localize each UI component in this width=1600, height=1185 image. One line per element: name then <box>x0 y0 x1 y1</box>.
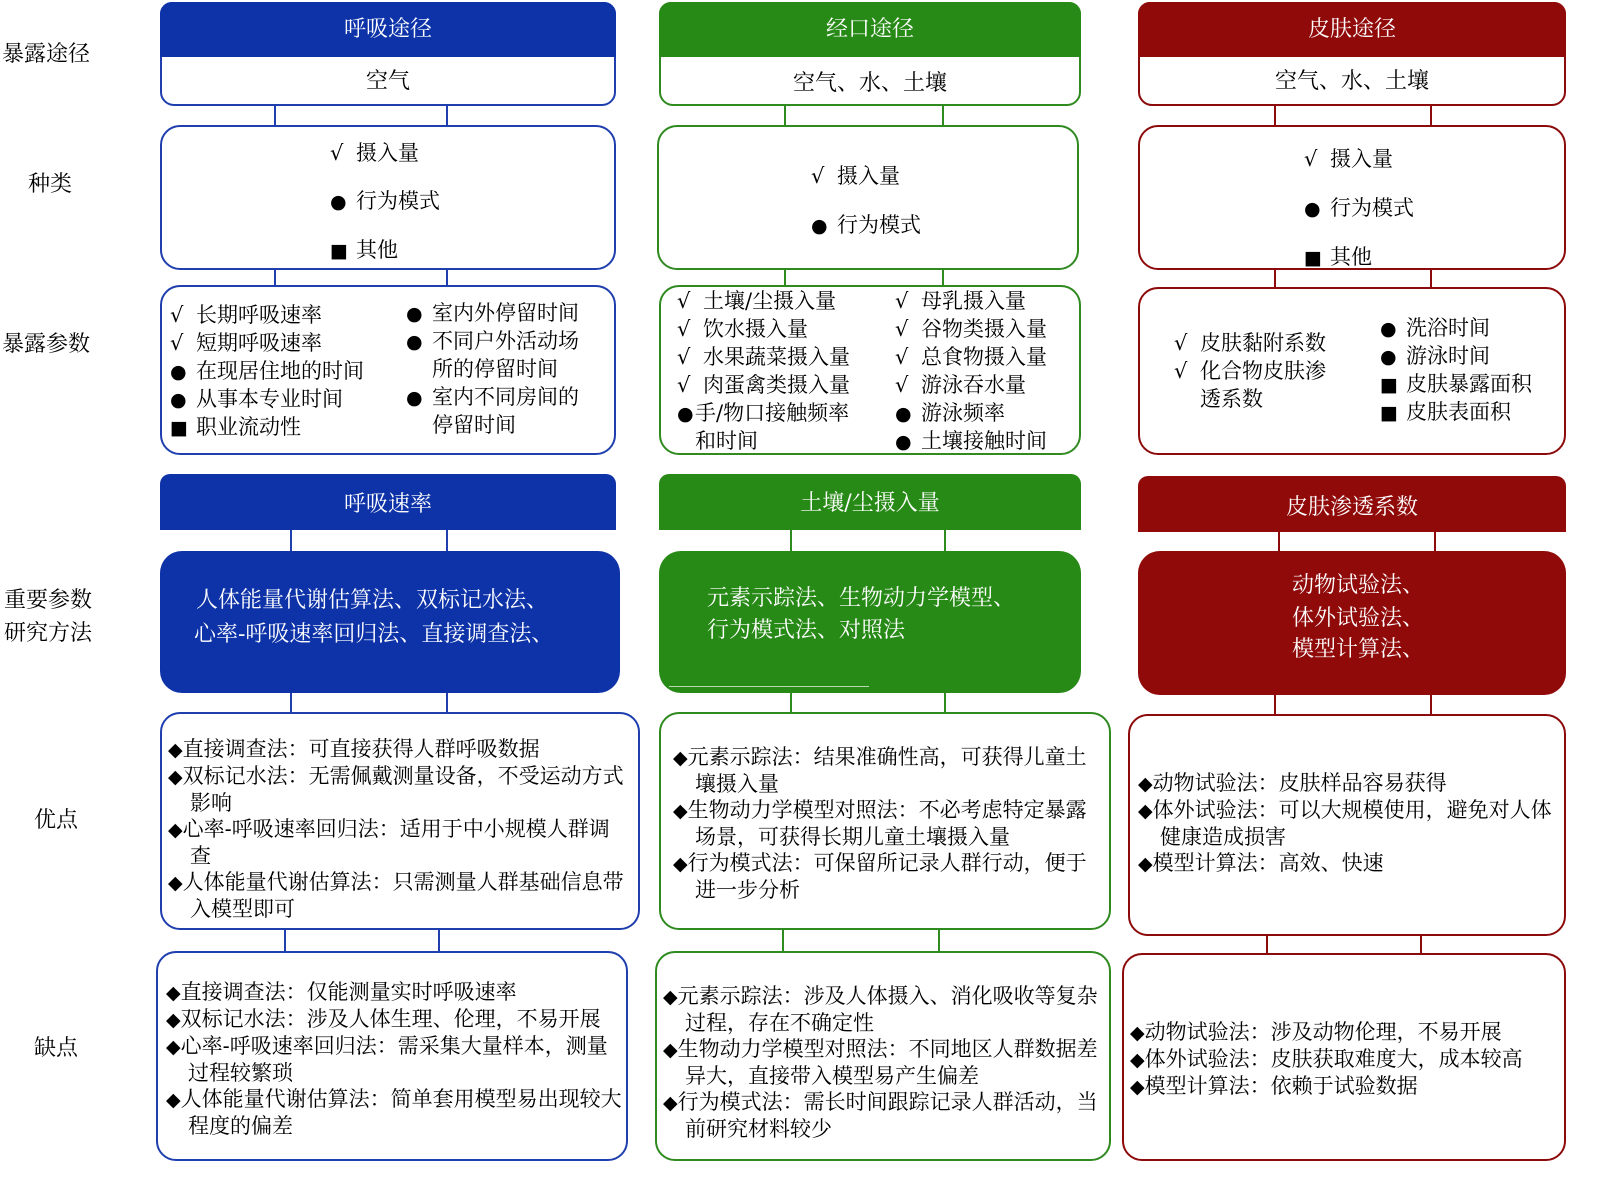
advantage-item: ◆模型计算法：高效、快速 <box>1138 851 1384 875</box>
check-icon: √ <box>677 317 691 341</box>
disadvantage-item: ◆模型计算法：依赖于试验数据 <box>1130 1074 1418 1098</box>
bullet-square-icon: ■ <box>1380 374 1398 396</box>
connector <box>944 530 946 552</box>
row-label-type: 种类 <box>28 172 73 197</box>
disadvantages-box-oral <box>655 951 1111 1161</box>
param-item: 室内外停留时间 <box>432 301 579 325</box>
advantage-item: ◆元素示踪法：结果准确性高，可获得儿童土壤摄入量 <box>673 745 1087 796</box>
param-item: 水果蔬菜摄入量 <box>703 345 850 369</box>
diamond-bullet-icon: ◆ <box>168 819 183 841</box>
bullet-dot-icon: ● <box>1380 318 1397 340</box>
connector <box>1266 936 1268 954</box>
row-label-advantages: 优点 <box>34 808 79 833</box>
diamond-bullet-icon: ◆ <box>166 1089 181 1111</box>
param-item: 化合物皮肤渗 <box>1200 359 1326 383</box>
connector <box>1430 695 1432 715</box>
route-media-oral: 空气、水、土壤 <box>661 64 1079 104</box>
connector <box>290 530 292 552</box>
bullet-dot-icon: ● <box>895 431 912 453</box>
bullet-square-icon: ■ <box>330 240 348 262</box>
param-item: 皮肤表面积 <box>1406 400 1511 424</box>
method-line: 体外试验法、 <box>1292 606 1425 631</box>
diamond-bullet-icon: ◆ <box>166 982 181 1004</box>
connector <box>1430 270 1432 288</box>
connector <box>446 530 448 552</box>
bullet-dot-icon: ● <box>170 361 187 383</box>
check-icon: √ <box>677 345 691 369</box>
bullet-square-icon: ■ <box>170 417 188 439</box>
param-item: 所的停留时间 <box>432 357 558 381</box>
bullet-square-icon: ■ <box>1380 402 1398 424</box>
type-item: 行为模式 <box>837 213 921 237</box>
diamond-bullet-icon: ◆ <box>166 1009 181 1031</box>
advantages-box-respiratory <box>160 712 640 930</box>
bullet-dot-icon: ● <box>406 331 423 353</box>
param-item: 土壤/尘摄入量 <box>703 289 837 313</box>
type-item: 其他 <box>356 238 398 262</box>
param-item: 透系数 <box>1200 387 1263 411</box>
diamond-bullet-icon: ◆ <box>1130 1076 1145 1098</box>
diamond-bullet-icon: ◆ <box>1138 773 1153 795</box>
param-item: 游泳吞水量 <box>921 373 1026 397</box>
param-item: 洗浴时间 <box>1406 316 1490 340</box>
connector <box>284 930 286 952</box>
route-media-respiratory: 空气 <box>162 62 614 102</box>
advantage-item: ◆人体能量代谢估算法：只需测量人群基础信息带入模型即可 <box>168 870 624 921</box>
connector <box>1278 532 1280 552</box>
connector <box>274 270 276 286</box>
params-box-oral <box>659 285 1081 455</box>
diamond-bullet-icon: ◆ <box>673 747 688 769</box>
type-item: 摄入量 <box>1330 147 1393 171</box>
param-item: 室内不同房间的 <box>432 385 579 409</box>
connector <box>942 106 944 126</box>
param-item: 皮肤暴露面积 <box>1406 372 1532 396</box>
check-icon: √ <box>1304 147 1318 171</box>
param-item: 短期呼吸速率 <box>196 331 322 355</box>
route-header-oral: 经口途径 <box>659 2 1081 57</box>
connector <box>938 930 940 952</box>
disadvantage-item: ◆直接调查法：仅能测量实时呼吸速率 <box>166 980 517 1004</box>
connector <box>438 930 440 952</box>
connector <box>784 106 786 126</box>
type-item: 其他 <box>1330 245 1372 269</box>
connector <box>790 530 792 552</box>
connector <box>944 693 946 713</box>
diamond-bullet-icon: ◆ <box>1138 800 1153 822</box>
connector <box>790 693 792 713</box>
disadvantage-item: ◆体外试验法：皮肤获取难度大，成本较高 <box>1130 1047 1523 1071</box>
row-label-methods-2: 研究方法 <box>4 621 93 646</box>
method-line: 行为模式法、对照法 <box>707 618 906 643</box>
check-icon: √ <box>895 317 909 341</box>
check-icon: √ <box>1174 331 1188 355</box>
bullet-dot-icon: ● <box>406 387 423 409</box>
connector <box>446 693 448 713</box>
row-label-exposure-route: 暴露途径 <box>2 42 91 67</box>
bullet-square-icon: ■ <box>1304 247 1322 269</box>
advantage-item: ◆双标记水法：无需佩戴测量设备，不受运动方式影响 <box>168 764 624 815</box>
types-box-dermal <box>1138 125 1566 270</box>
check-icon: √ <box>895 345 909 369</box>
diamond-bullet-icon: ◆ <box>168 766 183 788</box>
diamond-bullet-icon: ◆ <box>663 986 678 1008</box>
method-line: 模型计算法、 <box>1292 637 1425 662</box>
methods-box-dermal <box>1138 551 1566 695</box>
param-item: 长期呼吸速率 <box>196 303 322 327</box>
connector <box>446 106 448 126</box>
method-line: 元素示踪法、生物动力学模型、 <box>707 586 1016 611</box>
check-icon: √ <box>677 289 691 313</box>
disadvantage-item: ◆元素示踪法：涉及人体摄入、消化吸收等复杂过程，存在不确定性 <box>663 984 1098 1035</box>
param-item: 手/物口接触频率 <box>695 401 850 425</box>
bullet-dot-icon: ● <box>1380 346 1397 368</box>
diamond-bullet-icon: ◆ <box>663 1039 678 1061</box>
type-item: 行为模式 <box>356 189 440 213</box>
diamond-bullet-icon: ◆ <box>168 739 183 761</box>
params-box-respiratory <box>160 285 616 455</box>
diamond-bullet-icon: ◆ <box>168 872 183 894</box>
disadvantage-item: ◆行为模式法：需长时间跟踪记录人群活动，当前研究材料较少 <box>663 1090 1098 1141</box>
param-item: 谷物类摄入量 <box>921 317 1047 341</box>
route-media-dermal: 空气、水、土壤 <box>1140 62 1564 102</box>
connector <box>782 930 784 952</box>
check-icon: √ <box>170 331 184 355</box>
row-label-disadvantages: 缺点 <box>34 1036 79 1061</box>
check-icon: √ <box>330 141 344 165</box>
types-box-respiratory <box>160 125 616 270</box>
param-item: 肉蛋禽类摄入量 <box>703 373 850 397</box>
type-item: 摄入量 <box>837 164 900 188</box>
connector <box>1274 695 1276 715</box>
params-box-dermal <box>1138 287 1566 455</box>
param-item: 停留时间 <box>432 413 516 437</box>
bullet-dot-icon: ● <box>895 403 912 425</box>
diamond-bullet-icon: ◆ <box>1130 1049 1145 1071</box>
diamond-bullet-icon: ◆ <box>663 1092 678 1114</box>
bullet-dot-icon: ● <box>811 215 828 237</box>
param-item: 饮水摄入量 <box>703 317 808 341</box>
param-item: 游泳时间 <box>1406 344 1490 368</box>
route-header-dermal: 皮肤途径 <box>1138 2 1566 57</box>
connector <box>784 270 786 286</box>
connector <box>274 106 276 126</box>
diamond-bullet-icon: ◆ <box>1138 853 1153 875</box>
type-item: 摄入量 <box>356 141 419 165</box>
disadvantage-item: ◆心率-呼吸速率回归法：需采集大量样本，测量过程较繁琐 <box>166 1034 608 1085</box>
type-item: 行为模式 <box>1330 196 1414 220</box>
param-item: 从事本专业时间 <box>196 387 343 411</box>
check-icon: √ <box>895 289 909 313</box>
check-icon: √ <box>677 373 691 397</box>
diamond-bullet-icon: ◆ <box>673 800 688 822</box>
disadvantage-item: ◆双标记水法：涉及人体生理、伦理，不易开展 <box>166 1007 601 1031</box>
connector <box>1434 532 1436 552</box>
diamond-bullet-icon: ◆ <box>673 853 688 875</box>
connector <box>446 270 448 286</box>
advantages-box-oral <box>659 712 1111 930</box>
bullet-dot-icon: ● <box>330 191 347 213</box>
param-item: 不同户外活动场 <box>432 329 579 353</box>
method-line: 动物试验法、 <box>1292 573 1425 598</box>
diamond-bullet-icon: ◆ <box>1130 1022 1145 1044</box>
disadvantages-box-dermal <box>1122 953 1566 1161</box>
param-item: 土壤接触时间 <box>921 429 1047 453</box>
check-icon: √ <box>895 373 909 397</box>
connector <box>1430 106 1432 126</box>
disadvantage-item: ◆动物试验法：涉及动物伦理，不易开展 <box>1130 1020 1502 1044</box>
route-header-respiratory: 呼吸途径 <box>160 2 616 57</box>
methods-box-oral <box>659 551 1081 693</box>
bullet-dot-icon: ● <box>406 303 423 325</box>
disadvantage-item: ◆人体能量代谢估算法：简单套用模型易出现较大程度的偏差 <box>166 1087 622 1138</box>
row-label-methods-1: 重要参数 <box>4 588 93 613</box>
key-param-header-dermal: 皮肤渗透系数 <box>1138 476 1566 532</box>
disadvantage-item: ◆生物动力学模型对照法：不同地区人群数据差异大，直接带入模型易产生偏差 <box>663 1037 1098 1088</box>
connector <box>1274 270 1276 288</box>
advantage-item: ◆直接调查法：可直接获得人群呼吸数据 <box>168 737 540 761</box>
check-icon: √ <box>1174 359 1188 383</box>
connector <box>290 693 292 713</box>
check-icon: √ <box>811 164 825 188</box>
disadvantages-box-respiratory <box>156 951 628 1161</box>
param-item: 总食物摄入量 <box>921 345 1047 369</box>
connector <box>942 270 944 286</box>
method-line: 心率-呼吸速率回归法、直接调查法、 <box>194 622 554 647</box>
check-icon: √ <box>170 303 184 327</box>
connector <box>1274 106 1276 126</box>
advantages-box-dermal <box>1128 714 1566 936</box>
bullet-dot-icon: ● <box>170 389 187 411</box>
bullet-dot-icon: ● <box>677 403 694 425</box>
types-box-oral <box>657 125 1079 270</box>
advantage-item: ◆动物试验法：皮肤样品容易获得 <box>1138 771 1447 795</box>
param-item: 母乳摄入量 <box>921 289 1026 313</box>
connector <box>1420 936 1422 954</box>
diamond-bullet-icon: ◆ <box>166 1036 181 1058</box>
param-item: 游泳频率 <box>921 401 1005 425</box>
advantage-item: ◆行为模式法：可保留所记录人群行动，便于进一步分析 <box>673 851 1087 902</box>
method-line: 人体能量代谢估算法、双标记水法、 <box>196 588 549 613</box>
param-item: 皮肤黏附系数 <box>1200 331 1326 355</box>
key-param-header-oral: 土壤/尘摄入量 <box>659 474 1081 530</box>
param-item: 在现居住地的时间 <box>196 359 364 383</box>
advantage-item: ◆生物动力学模型对照法：不必考虑特定暴露场景，可获得长期儿童土壤摄入量 <box>673 798 1087 849</box>
bullet-dot-icon: ● <box>1304 198 1321 220</box>
param-item: 职业流动性 <box>196 415 301 439</box>
methods-box-respiratory <box>160 551 620 693</box>
divider <box>669 686 869 687</box>
key-param-header-respiratory: 呼吸速率 <box>160 474 616 530</box>
param-item: 和时间 <box>695 429 758 453</box>
advantage-item: ◆心率-呼吸速率回归法：适用于中小规模人群调查 <box>168 817 610 868</box>
advantage-item: ◆体外试验法：可以大规模使用，避免对人体健康造成损害 <box>1138 798 1552 849</box>
row-label-exposure-params: 暴露参数 <box>2 332 91 357</box>
